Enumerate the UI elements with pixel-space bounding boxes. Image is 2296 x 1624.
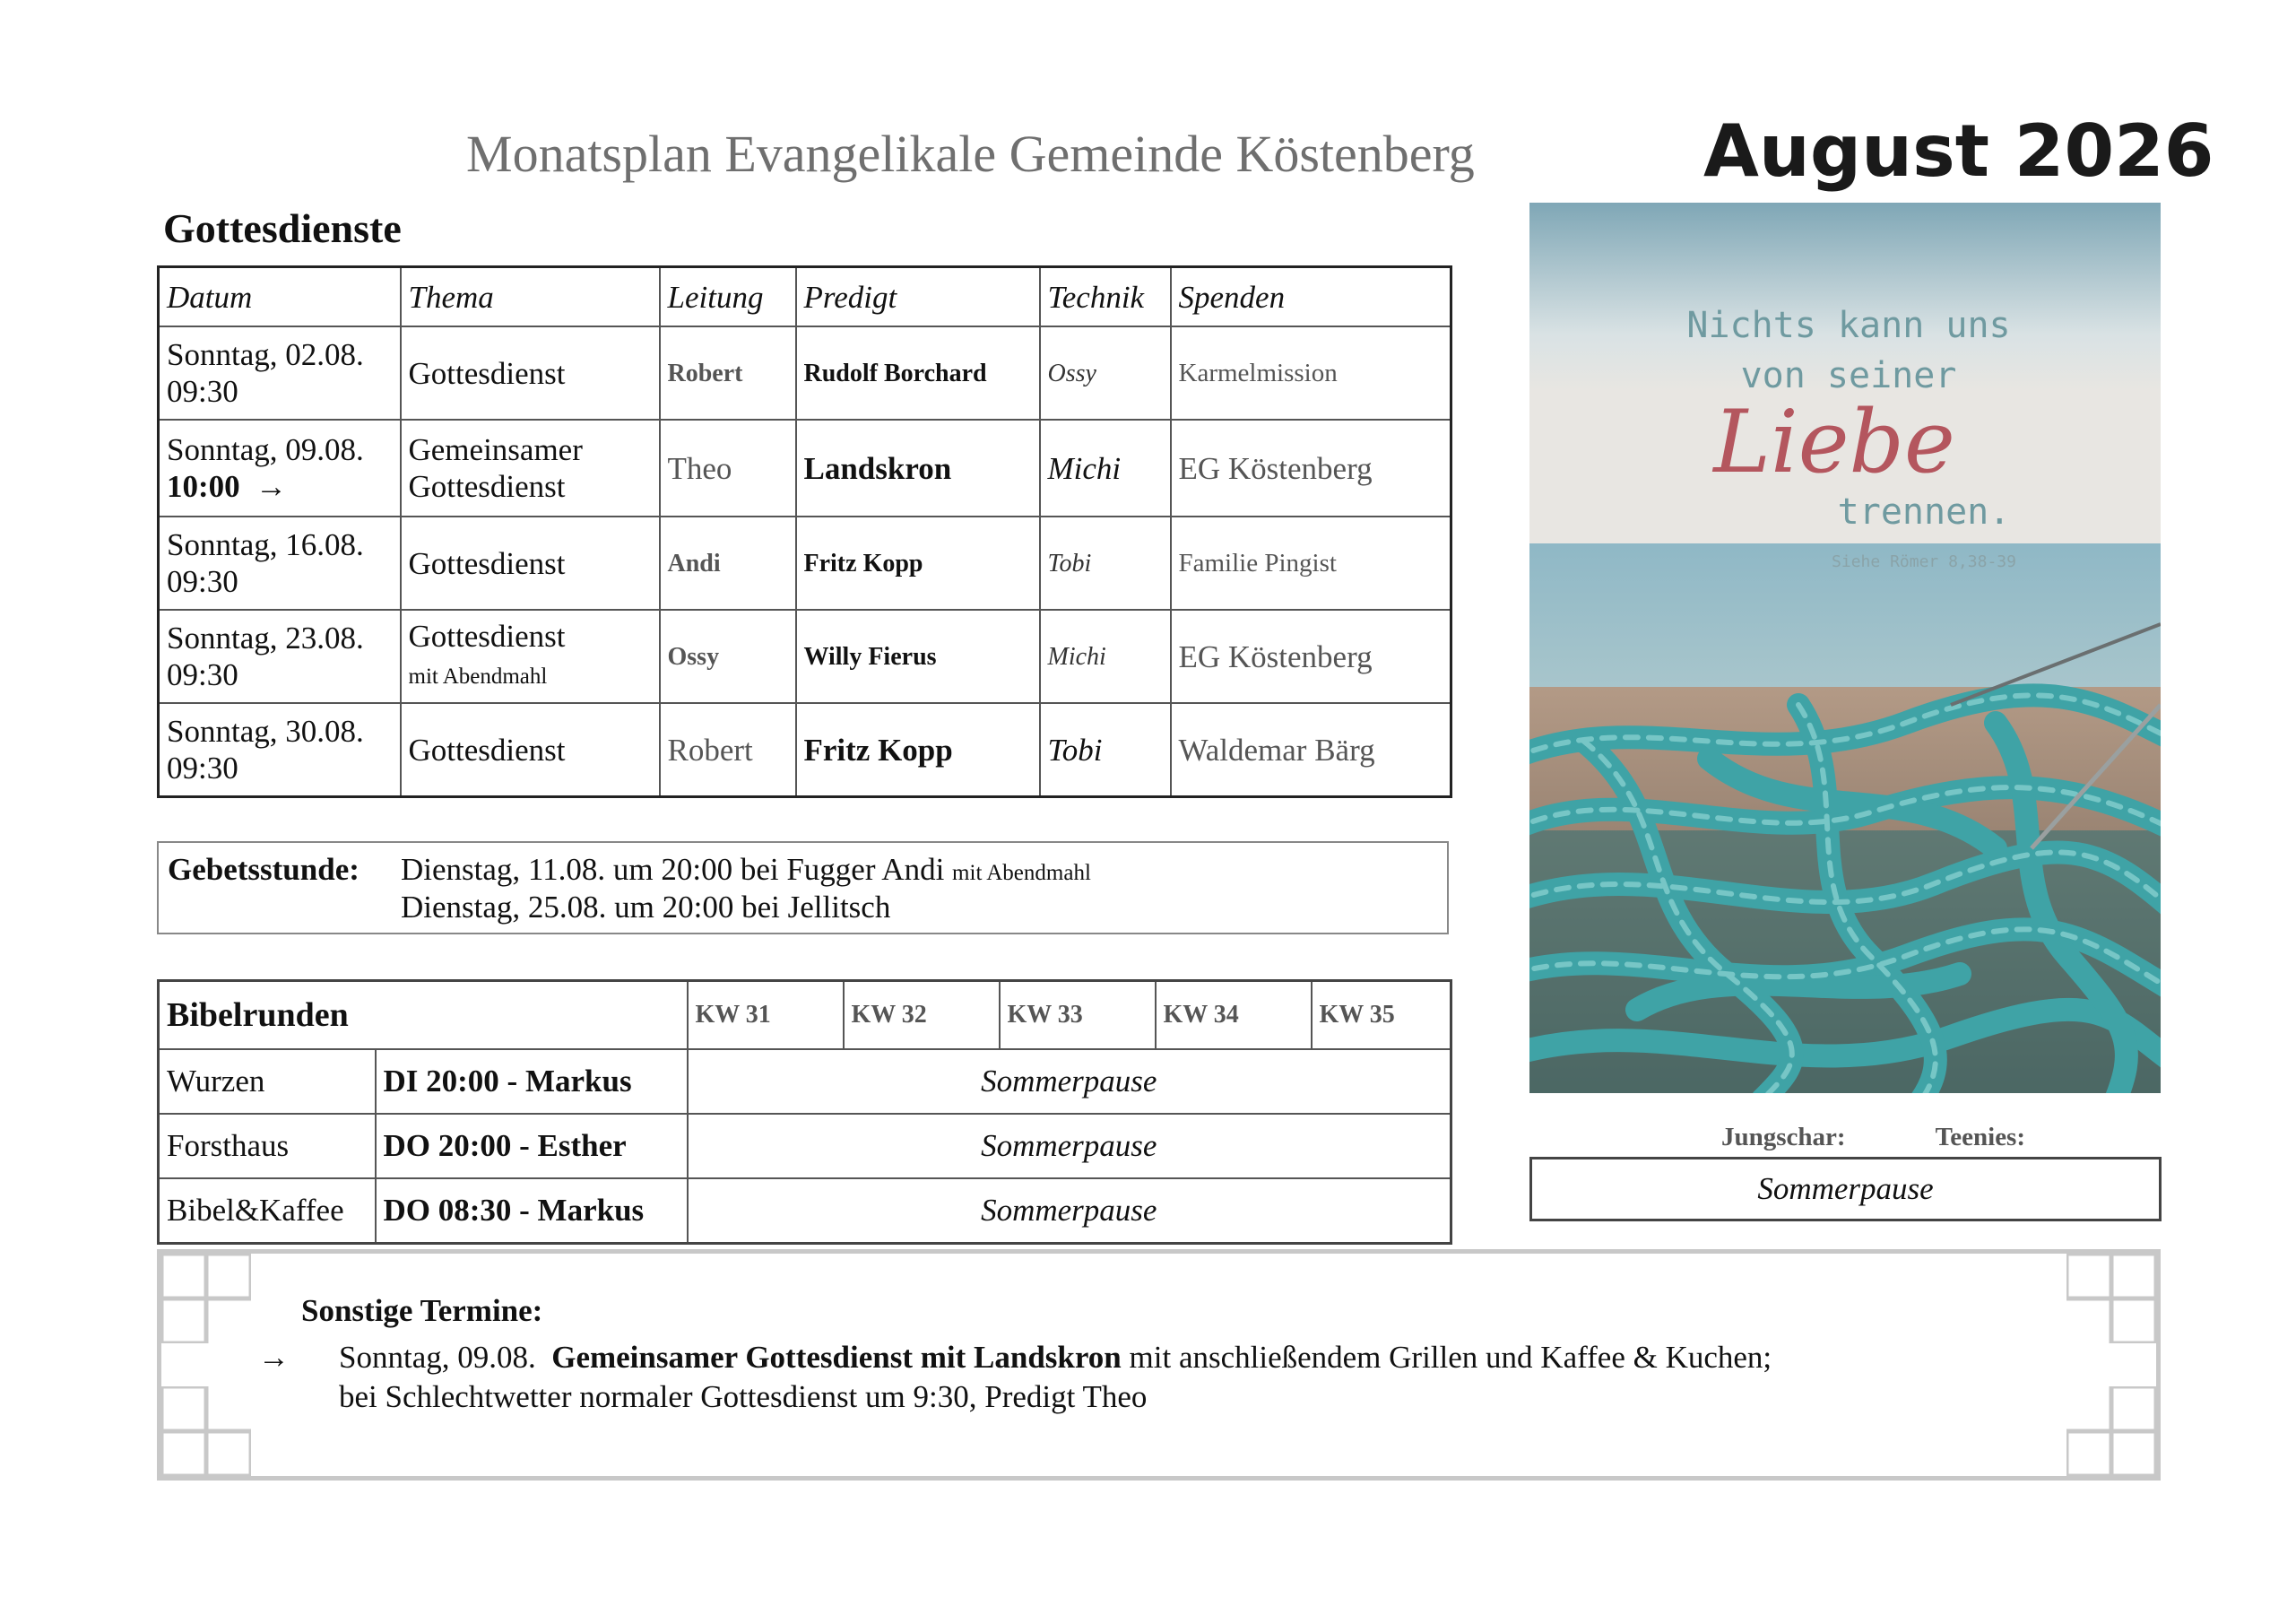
table-header-row [159,267,1451,327]
date-cell [159,517,401,610]
tech-cell: Tobi [1040,703,1171,797]
donation-cell: EG Köstenberg [1171,610,1451,703]
frame-corner-decoration [161,1254,251,1343]
prayer-hour-note: mit Abendmahl [952,861,1091,885]
lead-cell: Andi [660,517,796,610]
header-cell: Thema [401,267,660,327]
service-date: Sonntag, 09.08. [167,432,364,467]
lead-cell: Robert [660,326,796,420]
section-title-services: Gottesdienste [163,205,402,251]
donation-cell: EG Köstenberg [1171,420,1451,517]
week-header: KW 34 [1156,981,1312,1050]
theme-cell: Gottesdienst [401,703,660,797]
service-time: 09:30 [167,657,238,692]
tech-cell: Tobi [1040,517,1171,610]
bible-time: DO 20:00 - Esther [376,1114,688,1178]
other-appointments-box [157,1249,2161,1481]
header-cell: Spenden [1171,267,1451,327]
table-row [159,517,1451,610]
bible-status: Sommerpause [688,1114,1451,1178]
bible-place: Forsthaus [159,1114,376,1178]
week-header: KW 35 [1312,981,1451,1050]
header-cell: Datum [159,267,401,327]
lead-cell: Robert [660,703,796,797]
youth-status-box: Sommerpause [1529,1157,2162,1221]
preach-cell: Fritz Kopp [796,517,1040,610]
prayer-hour-line: Dienstag, 25.08. um 20:00 bei Jellitsch [401,890,891,925]
frame-corner-decoration [2066,1254,2156,1343]
bible-time: DI 20:00 - Markus [376,1049,688,1114]
table-row [159,420,1451,517]
service-theme: Gottesdienst [408,619,566,654]
service-theme: Gemeinsamer [408,432,583,467]
bible-place: Bibel&Kaffee [159,1178,376,1244]
service-date: Sonntag, 02.08. [167,337,364,372]
table-row [159,1178,1451,1244]
theme-cell [401,420,660,517]
service-time: 09:30 [167,564,238,599]
date-cell [159,326,401,420]
preach-cell: Rudolf Borchard [796,326,1040,420]
other-appointment-event: Gemeinsamer Gottesdienst mit Landskron [551,1340,1122,1375]
tech-cell: Michi [1040,420,1171,517]
header-cell: Leitung [660,267,796,327]
lead-cell: Theo [660,420,796,517]
bible-groups-table [157,979,1452,1245]
frame-corner-decoration [2066,1386,2156,1476]
bible-status: Sommerpause [688,1178,1451,1244]
month-title: August 2026 [1703,109,2214,193]
date-cell [159,420,401,517]
preach-cell: Fritz Kopp [796,703,1040,797]
bible-groups-title: Bibelrunden [159,981,688,1050]
service-theme-note: mit Abendmahl [408,664,548,689]
theme-cell: Gottesdienst [401,326,660,420]
bible-status: Sommerpause [688,1049,1451,1114]
other-appointment-date: Sonntag, 09.08. [339,1340,536,1375]
arrow-icon: → [256,469,288,504]
week-header: KW 31 [688,981,844,1050]
photo-verse-reference: Siehe Römer 8,38-39 [1832,552,2016,571]
table-row [159,326,1451,420]
header-cell: Technik [1040,267,1171,327]
tech-cell: Ossy [1040,326,1171,420]
preach-cell: Landskron [796,420,1040,517]
prayer-hour-box [157,841,1449,934]
table-header-row [159,981,1451,1050]
frame-corner-decoration [161,1386,251,1476]
service-date: Sonntag, 16.08. [167,527,364,562]
date-cell [159,610,401,703]
prayer-hour-line [401,852,1091,888]
service-time: 09:30 [167,751,238,786]
photo-verse-line3: trennen. [1837,491,2011,533]
youth-labels [1721,1123,2025,1152]
donation-cell: Karmelmission [1171,326,1451,420]
theme-cell [401,610,660,703]
service-time: 09:30 [167,374,238,409]
preach-cell: Willy Fierus [796,610,1040,703]
table-row [159,703,1451,797]
service-date: Sonntag, 30.08. [167,714,364,749]
verse-photo [1529,203,2161,1093]
prayer-hour-label: Gebetsstunde: [168,852,360,887]
tech-cell: Michi [1040,610,1171,703]
other-appointments-title: Sonstige Termine: [301,1293,543,1328]
document-title: Monatsplan Evangelikale Gemeinde Köstenberg [466,125,1475,183]
week-header: KW 33 [1000,981,1156,1050]
arrow-icon: → [258,1340,290,1375]
prayer-hour-text: Dienstag, 11.08. um 20:00 bei Fugger Andi [401,852,945,887]
jungschar-label: Jungschar: [1721,1123,1846,1151]
photo-verse-script-word: Liebe [1713,392,1955,492]
bible-time: DO 08:30 - Markus [376,1178,688,1244]
bible-place: Wurzen [159,1049,376,1114]
theme-cell: Gottesdienst [401,517,660,610]
week-header: KW 32 [844,981,1000,1050]
donation-cell: Waldemar Bärg [1171,703,1451,797]
photo-verse-line1: Nichts kann uns [1686,305,2011,346]
service-date: Sonntag, 23.08. [167,621,364,656]
donation-cell: Familie Pingist [1171,517,1451,610]
other-appointment-details: mit anschließendem Grillen und Kaffee & Kuchen; [1129,1340,1772,1375]
service-time: 10:00 [167,469,240,504]
services-table [157,265,1452,798]
photo-verse-line2: von seiner [1740,355,1957,396]
date-cell [159,703,401,797]
lead-cell: Ossy [660,610,796,703]
table-row [159,610,1451,703]
other-appointment-line [339,1340,1772,1376]
header-cell: Predigt [796,267,1040,327]
other-appointment-line: bei Schlechtwetter normaler Gottesdienst um 9:30, Predigt Theo [339,1379,1148,1414]
table-row [159,1049,1451,1114]
table-row [159,1114,1451,1178]
verse-photo-image [1529,203,2161,1093]
service-theme-note: Gottesdienst [408,469,566,504]
teenies-label: Teenies: [1935,1123,2026,1151]
